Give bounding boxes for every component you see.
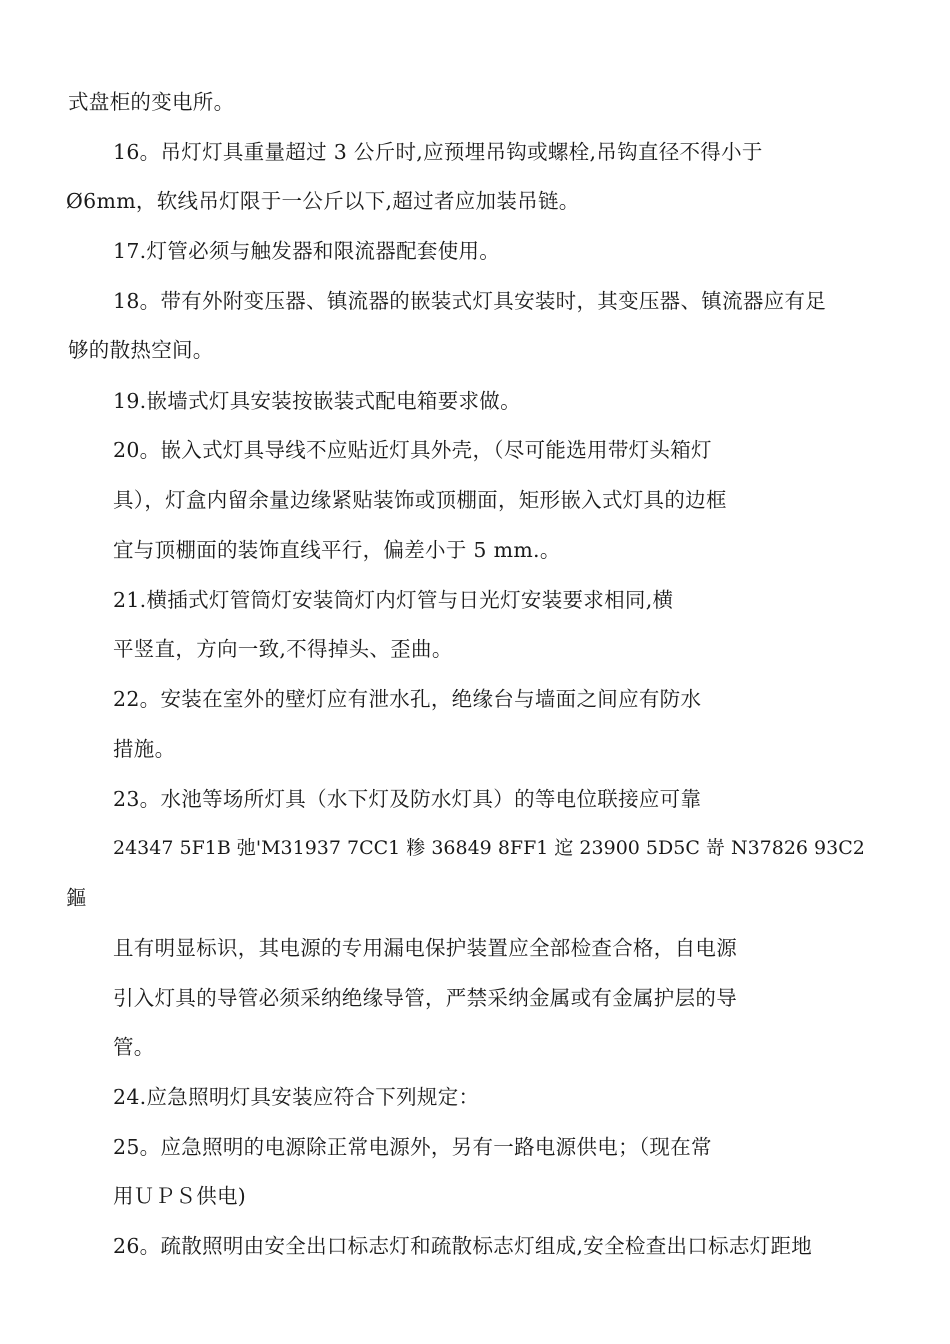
text-line: 26。疏散照明由安全出口标志灯和疏散标志灯组成,安全检查出口标志灯距地	[113, 1234, 813, 1258]
text-line: 20。嵌入式灯具导线不应贴近灯具外壳，（尽可能选用带灯头箱灯	[113, 438, 712, 462]
text-line: 宜与顶棚面的装饰直线平行，偏差小于 5 mm.。	[113, 538, 561, 562]
text-line: 且有明显标识，其电源的专用漏电保护装置应全部检查合格，自电源	[113, 936, 737, 960]
text-line: 鏂	[66, 886, 87, 910]
text-line: 够的散热空间。	[68, 338, 214, 362]
text-line: 管。	[113, 1035, 155, 1059]
text-line: 平竖直，方向一致,不得掉头、歪曲。	[113, 637, 453, 661]
text-line: 16。吊灯灯具重量超过 3 公斤时,应预埋吊钩或螺栓,吊钩直径不得小于	[113, 140, 763, 164]
text-line: 引入灯具的导管必须采纳绝缘导管，严禁采纳金属或有金属护层的导	[113, 986, 737, 1010]
text-line: 19.嵌墙式灯具安装按嵌装式配电箱要求做。	[113, 389, 521, 413]
text-line: Ø6mm，软线吊灯限于一公斤以下,超过者应加装吊链。	[66, 189, 580, 213]
text-line: 用ＵＰＳ供电)	[113, 1184, 247, 1208]
text-line: 21.横插式灯管筒灯安装筒灯内灯管与日光灯安装要求相同,横	[113, 588, 674, 612]
text-line: 18。带有外附变压器、镇流器的嵌装式灯具安装时，其变压器、镇流器应有足	[113, 289, 827, 313]
text-line: 23。水池等场所灯具（水下灯及防水灯具）的等电位联接应可靠	[113, 787, 702, 811]
text-line: 具），灯盒内留余量边缘紧贴装饰或顶棚面，矩形嵌入式灯具的边框	[113, 488, 727, 512]
text-line: 25。应急照明的电源除正常电源外，另有一路电源供电；（现在常	[113, 1135, 712, 1159]
text-line: 17.灯管必须与触发器和限流器配套使用。	[113, 239, 501, 263]
text-line: 式盘柜的变电所。	[68, 90, 235, 114]
text-line: 措施。	[113, 737, 176, 761]
text-line: 24347 5F1B 弛'M31937 7CC1 糁 36849 8FF1 迱 23900 5D5C 嵜 N37826 93C2	[113, 837, 865, 859]
text-line: 24.应急照明灯具安装应符合下列规定：	[113, 1085, 480, 1109]
text-line: 22。安装在室外的壁灯应有泄水孔，绝缘台与墙面之间应有防水	[113, 687, 702, 711]
